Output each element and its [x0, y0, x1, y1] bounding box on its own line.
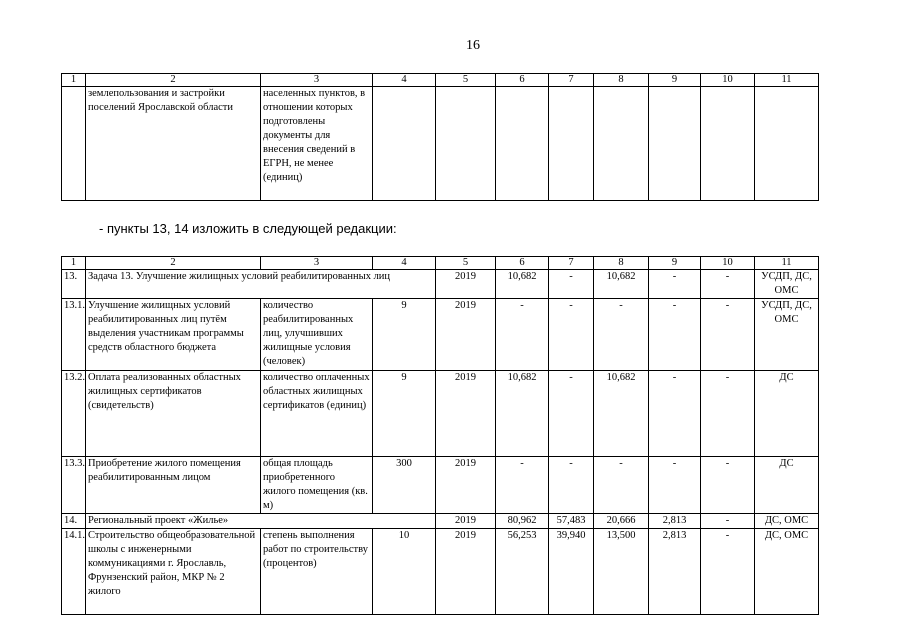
col-header: 1 — [62, 257, 86, 270]
cell — [373, 87, 436, 201]
cell: 56,253 — [496, 529, 549, 615]
cell: 10,682 — [594, 270, 649, 299]
cell: - — [649, 457, 701, 514]
col-header: 11 — [755, 74, 819, 87]
cell: - — [549, 457, 594, 514]
col-header: 10 — [701, 74, 755, 87]
cell — [496, 87, 549, 201]
cell-indicator: количество оплаченных областных жилищных сертификатов (единиц) — [261, 371, 373, 457]
col-header: 11 — [755, 257, 819, 270]
cell-year: 2019 — [436, 371, 496, 457]
cell: 10,682 — [594, 371, 649, 457]
table-row — [62, 87, 819, 201]
cell: 39,940 — [549, 529, 594, 615]
col-header: 10 — [701, 257, 755, 270]
cell-executor: УСДП, ДС, ОМС — [755, 270, 819, 299]
cell-indicator: количество реабилитированных лиц, улучшивших жилищные условия (человек) — [261, 299, 373, 371]
table-row — [62, 529, 819, 615]
cell: 2,813 — [649, 529, 701, 615]
cell — [701, 87, 755, 201]
cell-indicator: населенных пунктов, в отношении которых подготовлены документы для внесения сведений в ЕГРН, не менее (единиц) — [261, 87, 373, 201]
table-row — [62, 299, 819, 371]
cell: - — [649, 299, 701, 371]
cell-name: землепользования и застройки поселений Ярославской области — [86, 87, 261, 201]
col-header: 7 — [549, 257, 594, 270]
table-row — [62, 371, 819, 457]
cell: 2,813 — [649, 514, 701, 529]
cell-year: 2019 — [436, 457, 496, 514]
cell-executor: УСДП, ДС, ОМС — [755, 299, 819, 371]
cell: - — [649, 371, 701, 457]
cell-indicator: степень выполнения работ по строительству (процентов) — [261, 529, 373, 615]
cell: 13,500 — [594, 529, 649, 615]
cell: - — [549, 299, 594, 371]
cell — [649, 87, 701, 201]
cell: 10 — [373, 529, 436, 615]
cell-num: 14.1. — [62, 529, 86, 615]
col-header: 2 — [86, 257, 261, 270]
cell: - — [594, 457, 649, 514]
cell-num: 13.1. — [62, 299, 86, 371]
cell: - — [496, 299, 549, 371]
cell: - — [594, 299, 649, 371]
cell-indicator: общая площадь приобретенного жилого помещения (кв. м) — [261, 457, 373, 514]
cell — [594, 87, 649, 201]
col-header: 5 — [436, 74, 496, 87]
cell: - — [549, 371, 594, 457]
table-continuation — [61, 73, 819, 201]
cell-name: Задача 13. Улучшение жилищных условий реабилитированных лиц — [86, 270, 436, 299]
cell: - — [701, 514, 755, 529]
cell-year: 2019 — [436, 514, 496, 529]
col-header: 8 — [594, 74, 649, 87]
header-row — [62, 74, 819, 87]
cell: 10,682 — [496, 270, 549, 299]
cell: 9 — [373, 371, 436, 457]
table-row — [62, 457, 819, 514]
cell-year: 2019 — [436, 299, 496, 371]
cell-num: 13.2. — [62, 371, 86, 457]
cell-executor: ДС — [755, 371, 819, 457]
amendment-sentence: - пункты 13, 14 изложить в следующей редакции: — [99, 221, 397, 236]
cell — [436, 87, 496, 201]
cell: - — [701, 457, 755, 514]
cell-executor: ДС, ОМС — [755, 529, 819, 615]
cell: 80,962 — [496, 514, 549, 529]
col-header: 8 — [594, 257, 649, 270]
cell: - — [701, 270, 755, 299]
cell — [549, 87, 594, 201]
cell-name: Приобретение жилого помещения реабилитированным лицом — [86, 457, 261, 514]
cell-name: Оплата реализованных областных жилищных сертификатов (свидетельств) — [86, 371, 261, 457]
col-header: 3 — [261, 257, 373, 270]
header-row — [62, 257, 819, 270]
cell: 300 — [373, 457, 436, 514]
cell-name: Улучшение жилищных условий реабилитированных лиц путём выделения участникам программы средств областного бюджета — [86, 299, 261, 371]
col-header: 9 — [649, 257, 701, 270]
col-header: 4 — [373, 74, 436, 87]
cell-num: 14. — [62, 514, 86, 529]
cell — [755, 87, 819, 201]
cell-executor: ДС, ОМС — [755, 514, 819, 529]
col-header: 5 — [436, 257, 496, 270]
table-row — [62, 514, 819, 529]
cell-num — [62, 87, 86, 201]
cell: - — [701, 529, 755, 615]
col-header: 3 — [261, 74, 373, 87]
page-number: 16 — [466, 38, 480, 53]
col-header: 2 — [86, 74, 261, 87]
cell: - — [549, 270, 594, 299]
cell: 9 — [373, 299, 436, 371]
col-header: 4 — [373, 257, 436, 270]
cell: 57,483 — [549, 514, 594, 529]
col-header: 7 — [549, 74, 594, 87]
cell: - — [701, 299, 755, 371]
cell: - — [701, 371, 755, 457]
col-header: 6 — [496, 74, 549, 87]
cell: 10,682 — [496, 371, 549, 457]
table-row — [62, 270, 819, 299]
table-main — [61, 256, 819, 615]
cell-num: 13. — [62, 270, 86, 299]
col-header: 6 — [496, 257, 549, 270]
cell-year: 2019 — [436, 529, 496, 615]
cell-name: Строительство общеобразовательной школы с инженерными коммуникациями г. Ярославль, Фрунзенский район, МКР № 2 жилого — [86, 529, 261, 615]
cell: - — [649, 270, 701, 299]
cell: 20,666 — [594, 514, 649, 529]
cell-year: 2019 — [436, 270, 496, 299]
col-header: 9 — [649, 74, 701, 87]
cell: - — [496, 457, 549, 514]
cell-num: 13.3. — [62, 457, 86, 514]
col-header: 1 — [62, 74, 86, 87]
cell-name: Региональный проект «Жилье» — [86, 514, 436, 529]
cell-executor: ДС — [755, 457, 819, 514]
